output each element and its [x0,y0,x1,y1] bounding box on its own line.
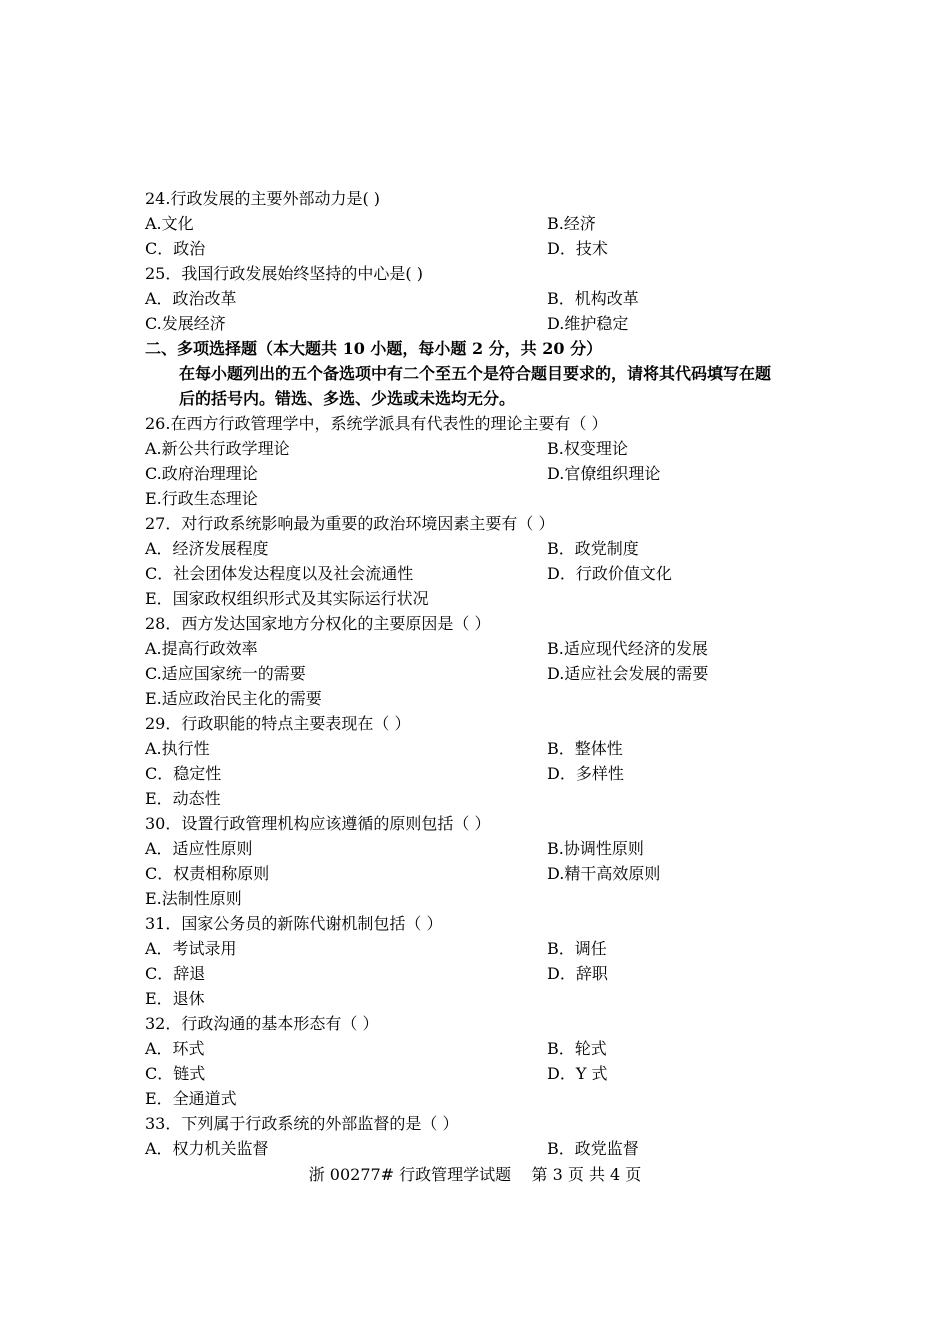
question-31-options-row-2 [145,961,825,986]
option-c: C．链式 [145,1064,206,1083]
question-25-options-row-1 [145,286,825,311]
option-e: E．国家政权组织形式及其实际运行状况 [145,589,429,608]
question-26-options-row-1 [145,436,825,461]
option-c: C．权责相称原则 [145,864,270,883]
option-e: E．全通道式 [145,1089,237,1108]
option-c: C．稳定性 [145,764,222,783]
question-29-options-row-1 [145,736,825,761]
option-a: A．权力机关监督 [145,1139,269,1158]
section-heading: 二、多项选择题（本大题共 10 小题，每小题 2 分，共 20 分） [145,339,603,358]
option-b: B.经济 [547,214,596,233]
option-c: C.适应国家统一的需要 [145,664,306,683]
option-a: A．适应性原则 [145,839,253,858]
question-24-stem: 24.行政发展的主要外部动力是( ) [145,189,381,208]
question-26-options-row-2 [145,461,825,486]
option-d: D.官僚组织理论 [547,464,661,483]
question-29-options-row-2 [145,761,825,786]
option-d: D．技术 [547,239,608,258]
option-c: C.发展经济 [145,314,226,333]
question-32-options-row-1 [145,1036,825,1061]
option-e: E.法制性原则 [145,889,242,908]
question-28-stem: 28．西方发达国家地方分权化的主要原因是（ ） [145,614,491,633]
option-a: A.执行性 [145,739,210,758]
question-24-options-row-2 [145,236,825,261]
question-27-stem: 27．对行政系统影响最为重要的政治环境因素主要有（ ） [145,514,555,533]
option-c: C．政治 [145,239,206,258]
section-instruction-line-2: 后的括号内。错选、多选、少选或未选均无分。 [179,389,516,408]
option-b: B.适应现代经济的发展 [547,639,708,658]
option-d: D．多样性 [547,764,624,783]
option-c: C．辞退 [145,964,206,983]
question-29-stem: 29．行政职能的特点主要表现在（ ） [145,714,411,733]
option-b: B．轮式 [547,1039,607,1058]
option-d: D．辞职 [547,964,608,983]
option-b: B．政党制度 [547,539,639,558]
option-e: E．退休 [145,989,205,1008]
question-25-stem: 25．我国行政发展始终坚持的中心是( ) [145,264,423,283]
option-b: B.权变理论 [547,439,628,458]
question-32-stem: 32．行政沟通的基本形态有（ ） [145,1014,379,1033]
option-c: C．社会团体发达程度以及社会流通性 [145,564,414,583]
option-a: A．经济发展程度 [145,539,269,558]
question-33-stem: 33．下列属于行政系统的外部监督的是（ ） [145,1114,459,1133]
option-b: B．整体性 [547,739,623,758]
question-33-options-row-1 [145,1136,825,1161]
option-c: C.政府治理理论 [145,464,258,483]
option-b: B.协调性原则 [547,839,644,858]
question-30-stem: 30．设置行政管理机构应该遵循的原则包括（ ） [145,814,491,833]
option-d: D．行政价值文化 [547,564,672,583]
option-e: E.适应政治民主化的需要 [145,689,322,708]
option-a: A．考试录用 [145,939,237,958]
option-a: A.提高行政效率 [145,639,258,658]
option-a: A．环式 [145,1039,205,1058]
question-25-options-row-2 [145,311,825,336]
question-28-options-row-2 [145,661,825,686]
option-a: A.文化 [145,214,194,233]
exam-content [145,186,825,1161]
option-d: D.精干高效原则 [547,864,661,883]
question-24-options-row-1 [145,211,825,236]
question-30-options-row-2 [145,861,825,886]
option-d: D.维护稳定 [547,314,629,333]
page-footer: 浙 00277# 行政管理学试题 第 3 页 共 4 页 [308,1165,642,1184]
option-b: B．调任 [547,939,607,958]
option-b: B．政党监督 [547,1139,639,1158]
question-32-options-row-2 [145,1061,825,1086]
question-26-stem: 26.在西方行政管理学中，系统学派具有代表性的理论主要有（ ） [145,414,608,433]
question-30-options-row-1 [145,836,825,861]
question-28-options-row-1 [145,636,825,661]
section-instruction-line-1: 在每小题列出的五个备选项中有二个至五个是符合题目要求的，请将其代码填写在题 [179,364,772,383]
question-31-options-row-1 [145,936,825,961]
option-e: E.行政生态理论 [145,489,258,508]
question-27-options-row-1 [145,536,825,561]
option-d: D.适应社会发展的需要 [547,664,709,683]
question-27-options-row-2 [145,561,825,586]
option-e: E．动态性 [145,789,221,808]
option-a: A.新公共行政学理论 [145,439,290,458]
option-d: D．Y 式 [547,1064,608,1083]
option-a: A．政治改革 [145,289,237,308]
question-31-stem: 31．国家公务员的新陈代谢机制包括（ ） [145,914,443,933]
option-b: B．机构改革 [547,289,639,308]
